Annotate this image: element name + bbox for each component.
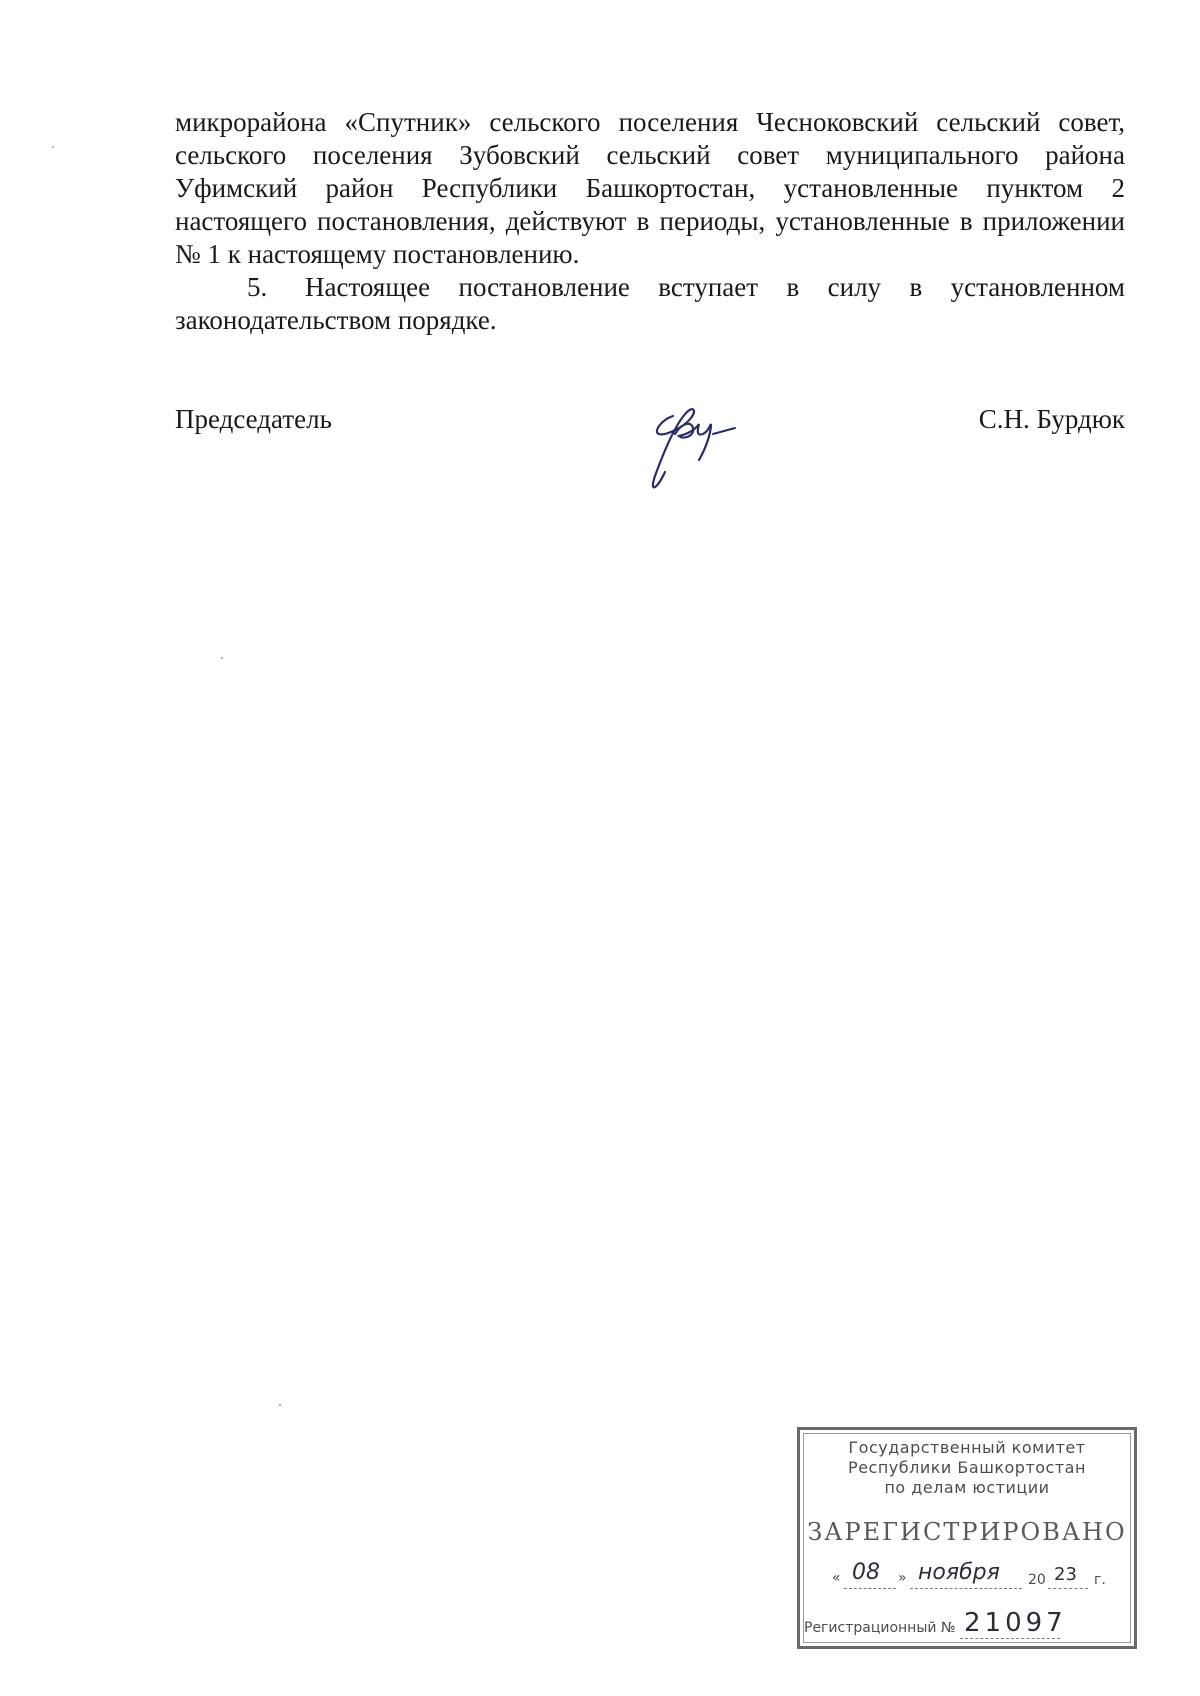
- stamp-quote-open: «: [832, 1570, 841, 1586]
- stamp-year-prefix: 20: [1028, 1572, 1046, 1588]
- stamp-quote-close: »: [898, 1570, 907, 1586]
- stamp-org-line: по делам юстиции: [884, 1478, 1050, 1497]
- stamp-underline: [844, 1588, 896, 1589]
- paragraph-item-5: [175, 271, 1125, 337]
- paragraph-continuation: микрорайона «Спутник» сельского поселения Чесноковский сельский совет, сельского поселения Зубовский сельский совет муниципального района Уфимский район Республики Башкортостан, установленные пунктом 2 настоящего постановления, действуют в периоды, установленные в приложении № 1 к настоящему постановлению.: [175, 107, 1125, 269]
- stamp-date: [832, 1560, 1122, 1596]
- stamp-underline: [910, 1588, 1022, 1589]
- scan-speck: [52, 146, 54, 148]
- registration-stamp: [797, 1427, 1137, 1649]
- item-5-text: Настоящее постановление вступает в силу в установленном законодательством порядке.: [175, 272, 1125, 335]
- stamp-day: 08: [852, 1560, 880, 1585]
- stamp-org-line: Государственный комитет: [848, 1438, 1086, 1457]
- stamp-reg-number: 21097: [964, 1608, 1067, 1638]
- scan-speck: [221, 657, 223, 659]
- document-body: [175, 106, 1125, 337]
- stamp-registration: [804, 1608, 1124, 1644]
- stamp-reg-label: Регистрационный №: [804, 1620, 956, 1636]
- item-number: 5.: [247, 272, 268, 302]
- handwritten-signature: [635, 394, 745, 494]
- signatory-title: Председатель: [175, 404, 332, 434]
- stamp-organization: [800, 1438, 1134, 1498]
- scan-speck: [279, 1404, 281, 1406]
- stamp-org-line: Республики Башкортостан: [848, 1458, 1086, 1477]
- stamp-year-suffix: 23: [1054, 1564, 1077, 1585]
- stamp-underline: [1048, 1588, 1088, 1589]
- stamp-month: ноября: [918, 1560, 1000, 1585]
- signature-block: [175, 404, 1125, 504]
- signatory-name: С.Н. Бурдюк: [978, 404, 1125, 434]
- stamp-underline: [960, 1638, 1060, 1639]
- stamp-status: ЗАРЕГИСТРИРОВАНО: [807, 1518, 1127, 1546]
- stamp-year-unit: г.: [1094, 1572, 1106, 1588]
